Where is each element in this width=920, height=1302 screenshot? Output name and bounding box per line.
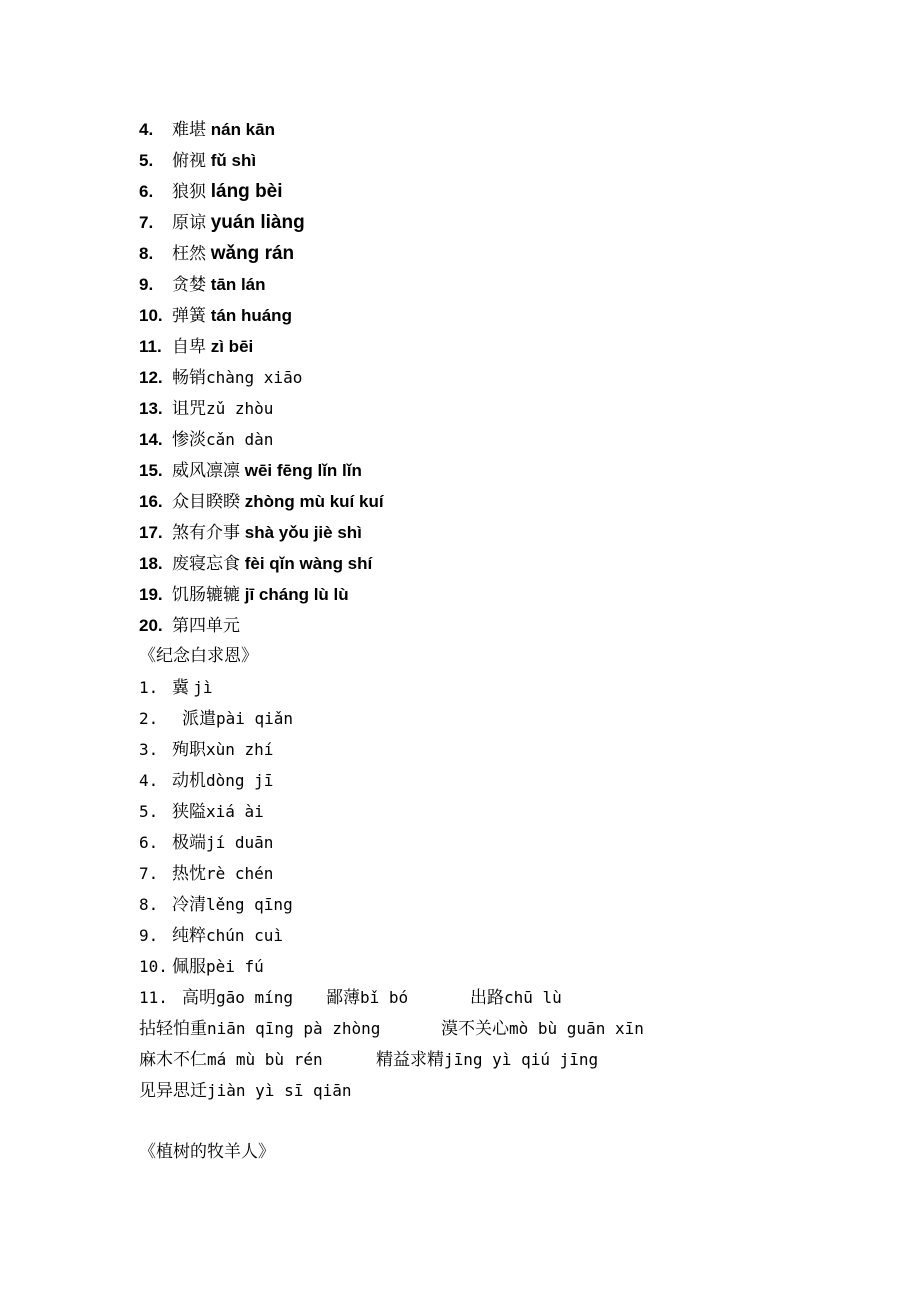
item-word: 饥肠辘辘 [172,585,240,605]
list-item [139,331,879,362]
item-word: 纯粹 [172,926,206,946]
item-number: 8. [139,244,154,263]
item-pinyin: dòng jī [206,771,274,790]
item-pinyin: chún cuì [206,926,284,945]
list-item [139,455,879,486]
item-pinyin: zì bēi [210,337,254,356]
item-number: 9. [139,926,159,945]
item-number: 19. [139,585,163,604]
item-number: 12. [139,368,163,387]
item-word: 贪婪 [172,275,206,295]
item-word: 众目睽睽 [172,492,240,512]
item-pinyin: mò bù guān xīn [509,1019,644,1038]
item-word: 漠不关心 [441,1019,509,1039]
list-item [139,982,879,1013]
item-number: 6. [139,833,159,852]
section-title: 《纪念白求恩》 [139,646,258,666]
item-pinyin: cǎn dàn [206,430,274,449]
item-number: 4. [139,120,154,139]
list-item [139,362,879,393]
item-word: 惨淡 [172,430,206,450]
item-pinyin: pài qiǎn [216,709,294,728]
item-pinyin: bǐ bó [360,988,409,1007]
item-word: 难堪 [172,120,206,140]
item-pinyin: xiá ài [206,802,264,821]
item-pinyin: nán kān [210,120,275,139]
item-number: 4. [139,771,159,790]
item-word: 俯视 [172,151,206,171]
item-word: 麻木不仁 [139,1050,207,1070]
list-item [139,145,879,176]
list-item [139,424,879,455]
item-word: 鄙薄 [326,988,360,1008]
item-pinyin: jīng yì qiú jīng [444,1050,599,1069]
item-word: 出路 [470,988,504,1008]
item-number: 16. [139,492,163,511]
word-pair [182,982,326,1014]
item-pinyin: zǔ zhòu [206,399,274,418]
item-pinyin: jí duān [206,833,274,852]
list-item [139,548,879,579]
word-pair [139,1013,441,1045]
item-pinyin: wēi fēng lǐn lǐn [244,461,362,480]
item-word: 殉职 [172,740,206,760]
word-pair [441,1013,644,1045]
item-number: 3. [139,740,159,759]
item-number: 5. [139,151,154,170]
item-number: 13. [139,399,163,418]
list-item [139,176,879,207]
item-word: 煞有介事 [172,523,240,543]
item-word: 自卑 [172,337,206,357]
item-pinyin: zhòng mù kuí kuí [244,492,384,511]
list-item [139,517,879,548]
spacer [139,1106,879,1137]
item-word: 枉然 [172,244,206,264]
list-item [139,238,879,269]
item-word: 高明 [182,988,216,1008]
item-word: 热忱 [172,864,206,884]
item-word: 诅咒 [172,399,206,419]
item-pinyin: shà yǒu jiè shì [244,523,362,542]
item-pinyin: jī cháng lù lù [244,585,349,604]
list-item [139,703,879,734]
item-word: 原谅 [172,213,206,233]
item-word: 狼狈 [172,182,206,202]
item-pinyin: wǎng rán [210,243,295,264]
item-pinyin: fǔ shì [210,151,257,170]
word-pair [139,1044,376,1076]
item-pinyin: jiàn yì sī qiān [207,1081,352,1100]
word-pair [470,982,562,1014]
list-item [139,269,879,300]
item-word: 畅销 [172,368,206,388]
item-number: 7. [139,213,154,232]
list-item [139,765,879,796]
item-pinyin: lěng qīng [206,895,293,914]
item-number: 9. [139,275,154,294]
item-number: 17. [139,523,163,542]
section-title: 《植树的牧羊人》 [139,1142,275,1162]
item-pinyin: jì [193,678,213,697]
item-number: 11. [139,988,168,1007]
item-pinyin: má mù bù rén [207,1050,323,1069]
list-item [139,951,879,982]
word-pair [326,982,470,1014]
list-item [139,300,879,331]
item-number: 20. [139,616,163,635]
idiom-line [139,1013,879,1044]
item-word: 冀 [172,678,189,698]
item-pinyin: gāo míng [216,988,294,1007]
document-page [139,114,879,1168]
item-pinyin: rè chén [206,864,274,883]
item-number: 7. [139,864,159,883]
item-number: 2. [139,709,159,728]
item-word: 弹簧 [172,306,206,326]
list-item [139,920,879,951]
list-item [139,734,879,765]
item-word: 佩服 [172,957,206,977]
list-item [139,114,879,145]
item-word: 派遣 [182,709,216,729]
item-number: 8. [139,895,159,914]
list-item [139,610,879,641]
item-pinyin: pèi fú [206,957,264,976]
list-item [139,796,879,827]
item-word: 废寝忘食 [172,554,240,574]
list-item [139,827,879,858]
list-item [139,486,879,517]
item-word: 极端 [172,833,206,853]
item-number: 10. [139,957,168,976]
item-number: 11. [139,337,162,356]
item-number: 15. [139,461,163,480]
idiom-line [139,1075,879,1106]
word-pair [376,1044,598,1076]
idiom-line [139,1044,879,1075]
list-item [139,858,879,889]
item-word: 冷清 [172,895,206,915]
list-item [139,579,879,610]
item-pinyin: láng bèi [210,181,283,202]
item-number: 14. [139,430,163,449]
list-item [139,672,879,703]
list-item [139,393,879,424]
item-number: 10. [139,306,163,325]
item-pinyin: yuán liàng [210,212,305,233]
item-number: 1. [139,678,159,697]
item-word: 狭隘 [172,802,206,822]
item-pinyin: tān lán [210,275,266,294]
item-pinyin: xùn zhí [206,740,274,759]
item-pinyin: fèi qǐn wàng shí [244,554,373,573]
item-word: 威风凛凛 [172,461,240,481]
item-number: 18. [139,554,163,573]
item-pinyin: niān qīng pà zhòng [207,1019,381,1038]
list-item [139,889,879,920]
item-word: 精益求精 [376,1050,444,1070]
word-pair [139,1075,352,1107]
item-number: 6. [139,182,154,201]
item-pinyin: tán huáng [210,306,292,325]
item-pinyin: chàng xiāo [206,368,303,387]
item-word: 拈轻怕重 [139,1019,207,1039]
item-word: 动机 [172,771,206,791]
item-number: 5. [139,802,159,821]
item-word: 见异思迁 [139,1081,207,1101]
list-item [139,207,879,238]
item-word: 第四单元 [172,616,240,636]
item-pinyin: chū lù [504,988,562,1007]
